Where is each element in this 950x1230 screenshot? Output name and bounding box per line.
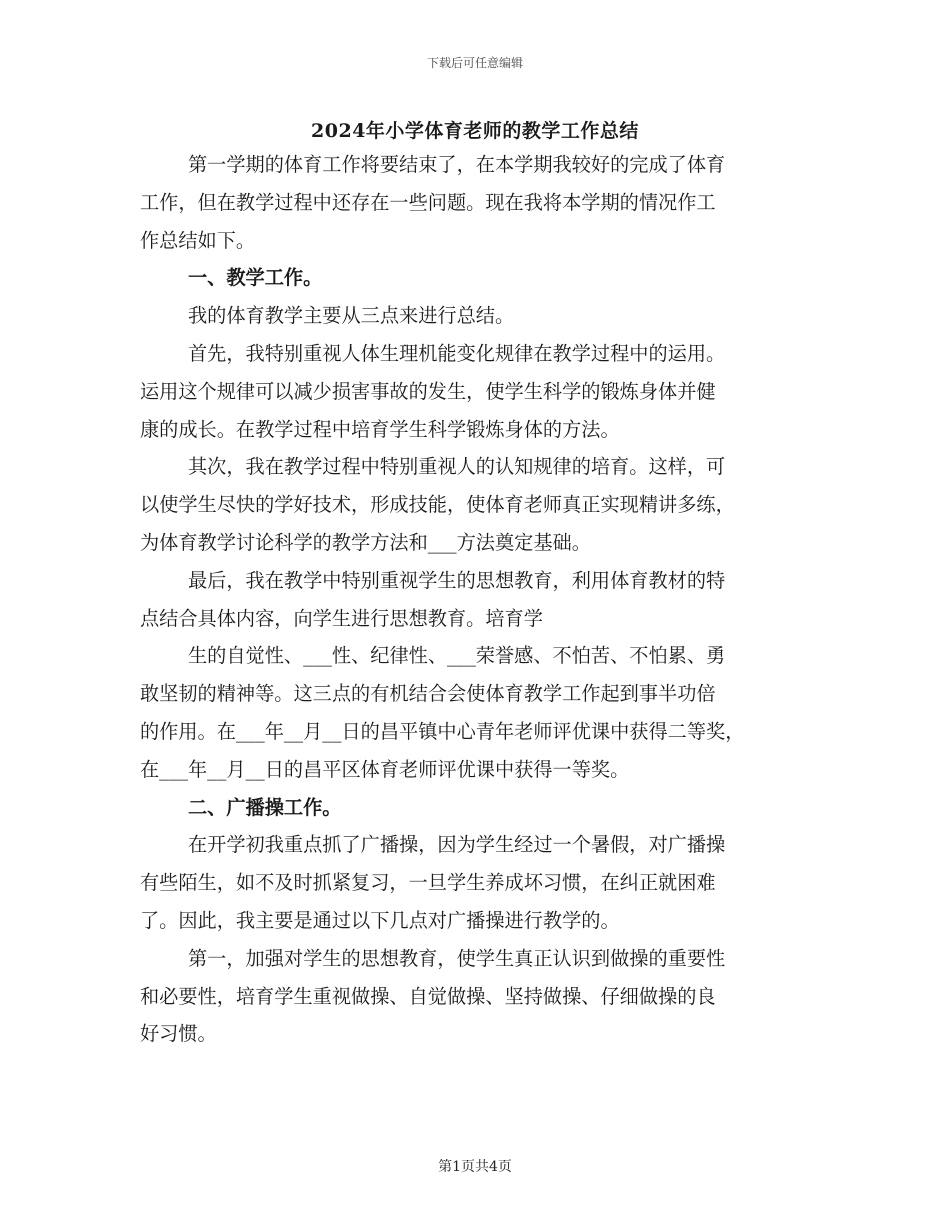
body-line: 有些陌生，如不及时抓紧复习，一旦学生养成坏习惯，在纠正就困难 [140, 871, 716, 895]
body-line: 好习惯。 [140, 1022, 217, 1046]
body-line: 和必要性，培育学生重视做操、自觉做操、坚持做操、仔细做操的良 [140, 984, 716, 1008]
section-heading-broadcast-exercise: 二、广播操工作。 [188, 795, 342, 819]
body-line: 我的体育教学主要从三点来进行总结。 [188, 304, 515, 328]
body-line: 运用这个规律可以减少损害事故的发生，使学生科学的锻炼身体并健 [140, 379, 716, 403]
body-line: 康的成长。在教学过程中培育学生科学锻炼身体的方法。 [140, 417, 620, 441]
document-title: 2024年小学体育老师的教学工作总结 [311, 120, 639, 142]
body-line: 工作，但在教学过程中还存在一些问题。现在我将本学期的情况作工 [140, 190, 716, 214]
document-body [140, 146, 820, 1053]
section-heading-teaching: 一、教学工作。 [188, 266, 323, 290]
body-line: 的作用。在___年__月__日的昌平镇中心青年老师评优课中获得二等奖， [140, 719, 745, 743]
body-line: 点结合具体内容，向学生进行思想教育。培育学 [140, 606, 543, 630]
body-line: 生的自觉性、___性、纪律性、___荣誉感、不怕苦、不怕累、勇 [188, 644, 726, 668]
body-line: 首先，我特别重视人体生理机能变化规律在教学过程中的运用。 [188, 341, 726, 365]
body-line: 以使学生尽快的学好技术，形成技能，使体育老师真正实现精讲多练， [140, 493, 735, 517]
body-line: 第一，加强对学生的思想教育，使学生真正认识到做操的重要性 [188, 946, 726, 970]
page-footer: 第1页共4页 [438, 1159, 512, 1175]
body-line: 其次，我在教学过程中特别重视人的认知规律的培育。这样，可 [188, 455, 726, 479]
body-line: 在开学初我重点抓了广播操，因为学生经过一个暑假，对广播操 [188, 833, 726, 857]
body-line: 为体育教学讨论科学的教学方法和___方法奠定基础。 [140, 530, 591, 554]
header-note: 下载后可任意编辑 [426, 56, 523, 70]
body-line: 了。因此，我主要是通过以下几点对广播操进行教学的。 [140, 908, 620, 932]
body-line: 在___年__月__日的昌平区体育老师评优课中获得一等奖。 [140, 757, 630, 781]
body-line: 第一学期的体育工作将要结束了，在本学期我较好的完成了体育 [188, 153, 726, 176]
body-line: 敢坚韧的精神等。这三点的有机结合会使体育教学工作起到事半功倍 [140, 682, 716, 706]
body-line: 作总结如下。 [140, 228, 256, 252]
body-line: 最后，我在教学中特别重视学生的思想教育，利用体育教材的特 [188, 568, 726, 592]
